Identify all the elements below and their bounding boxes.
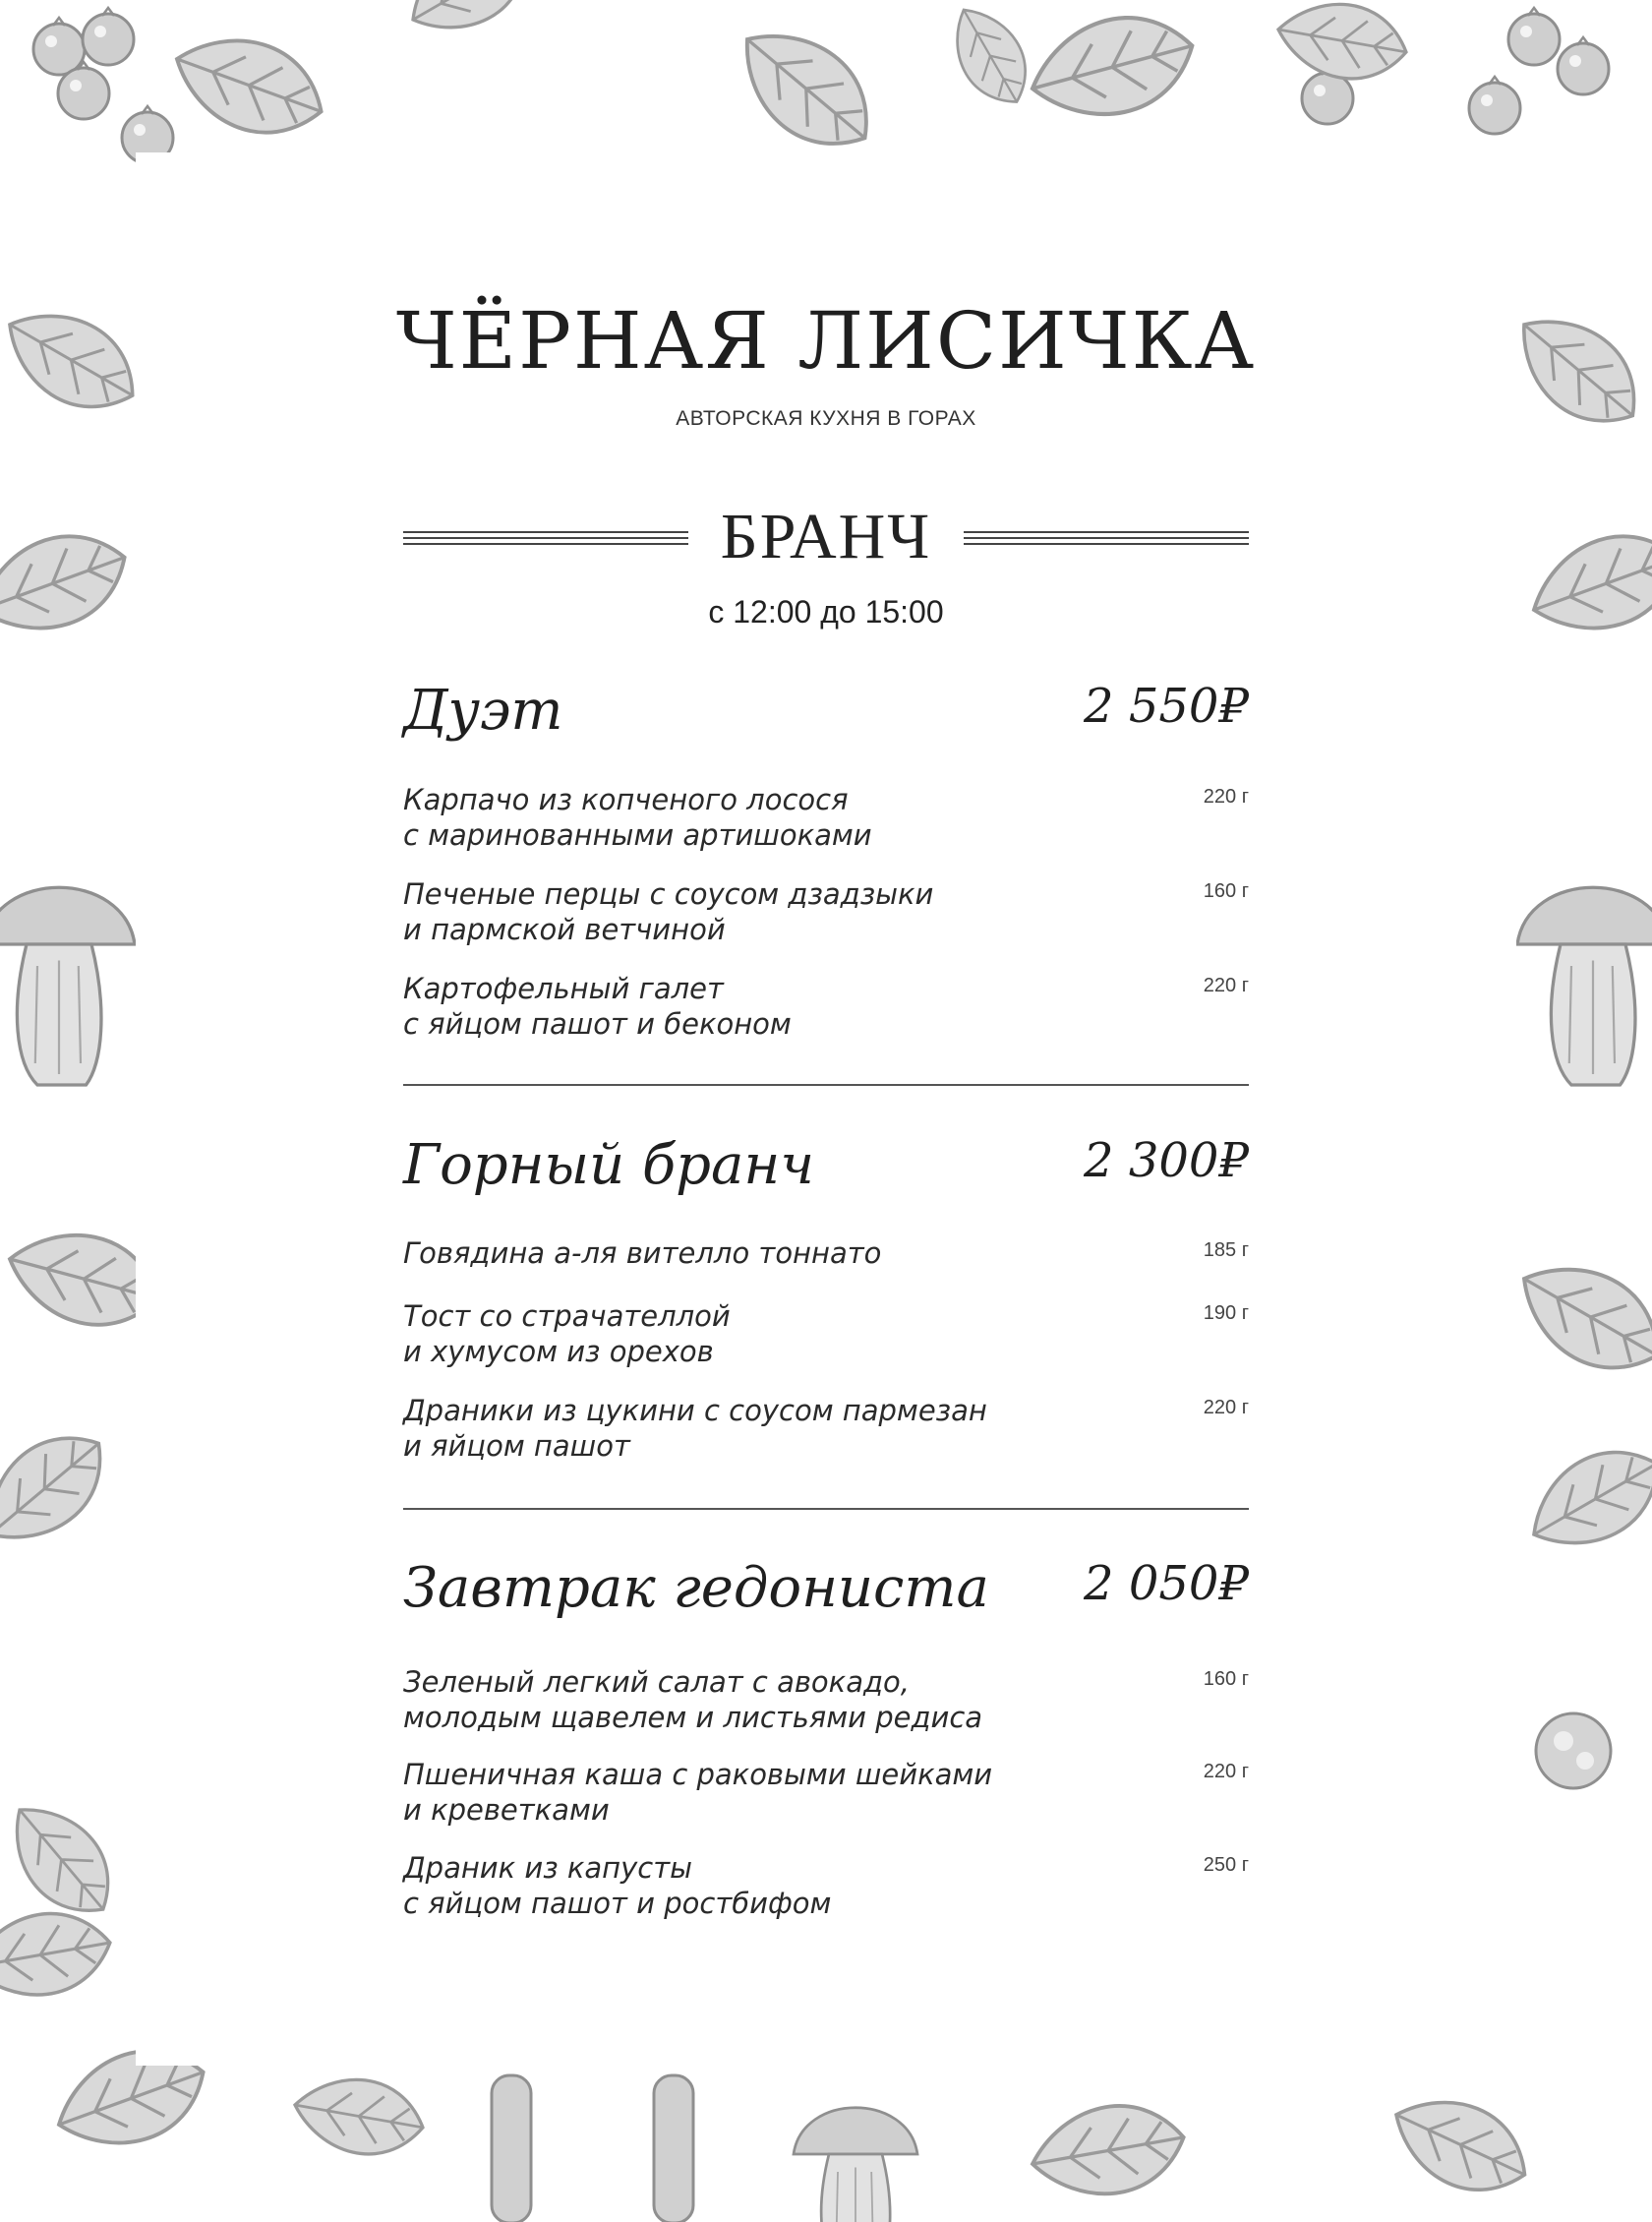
dish-weight: 220 г [1203,1397,1249,1418]
set-price: 2 300₽ [1084,1133,1249,1188]
dish-weight: 160 г [1203,1668,1249,1690]
dish-name: Зеленый легкий салат с авокадо, молодым щавелем и листьями редиса [403,1665,983,1734]
menu-set-duet [403,679,1249,1052]
dish-name: Карпачо из копченого лосося с маринованными артишоками [403,783,872,852]
menu-set-mountain-brunch [403,1133,1249,1487]
dish-name: Пшеничная каша с раковыми шейками и креветками [403,1758,993,1827]
set-price: 2 550₽ [1084,679,1249,734]
clover-flower-icon [1536,1713,1611,1788]
dish-name: Драники из цукини с соусом пармезан и яйцом пашот [403,1394,987,1463]
section-header [403,500,1249,578]
dish-name: Тост со страчателлой и хумусом из орехов [403,1299,731,1368]
dish-name: Картофельный галет с яйцом пашот и беконом [403,972,792,1041]
restaurant-name: ЧЁРНАЯ ЛИСИЧКА [395,295,1257,387]
dish-weight: 160 г [1203,880,1249,902]
dish-name: Драник из капусты с яйцом пашот и ростбифом [403,1851,832,1920]
divider-ornament-right [964,531,1249,543]
menu-set-hedonist-breakfast [403,1556,1249,1930]
brunch-hours: с 12:00 до 15:00 [708,594,944,630]
dish-weight: 190 г [1203,1302,1249,1324]
restaurant-tagline: АВТОРСКАЯ КУХНЯ В ГОРАХ [676,407,976,430]
section-divider [403,1508,1249,1510]
dish-weight: 220 г [1203,1761,1249,1782]
set-price: 2 050₽ [1084,1556,1249,1611]
dish-name: Говядина а-ля вителло тоннато [403,1236,882,1270]
dish-weight: 220 г [1203,786,1249,808]
section-title: БРАНЧ [720,501,932,572]
dish-name: Печеные перцы с соусом дзадзыки и пармской ветчиной [403,877,934,946]
set-title: Дуэт [403,679,563,743]
set-title: Горный бранч [403,1133,815,1197]
section-divider [403,1084,1249,1086]
dish-weight: 250 г [1203,1854,1249,1876]
dish-weight: 185 г [1203,1239,1249,1261]
dish-weight: 220 г [1203,975,1249,996]
set-title: Завтрак гедониста [403,1556,989,1620]
